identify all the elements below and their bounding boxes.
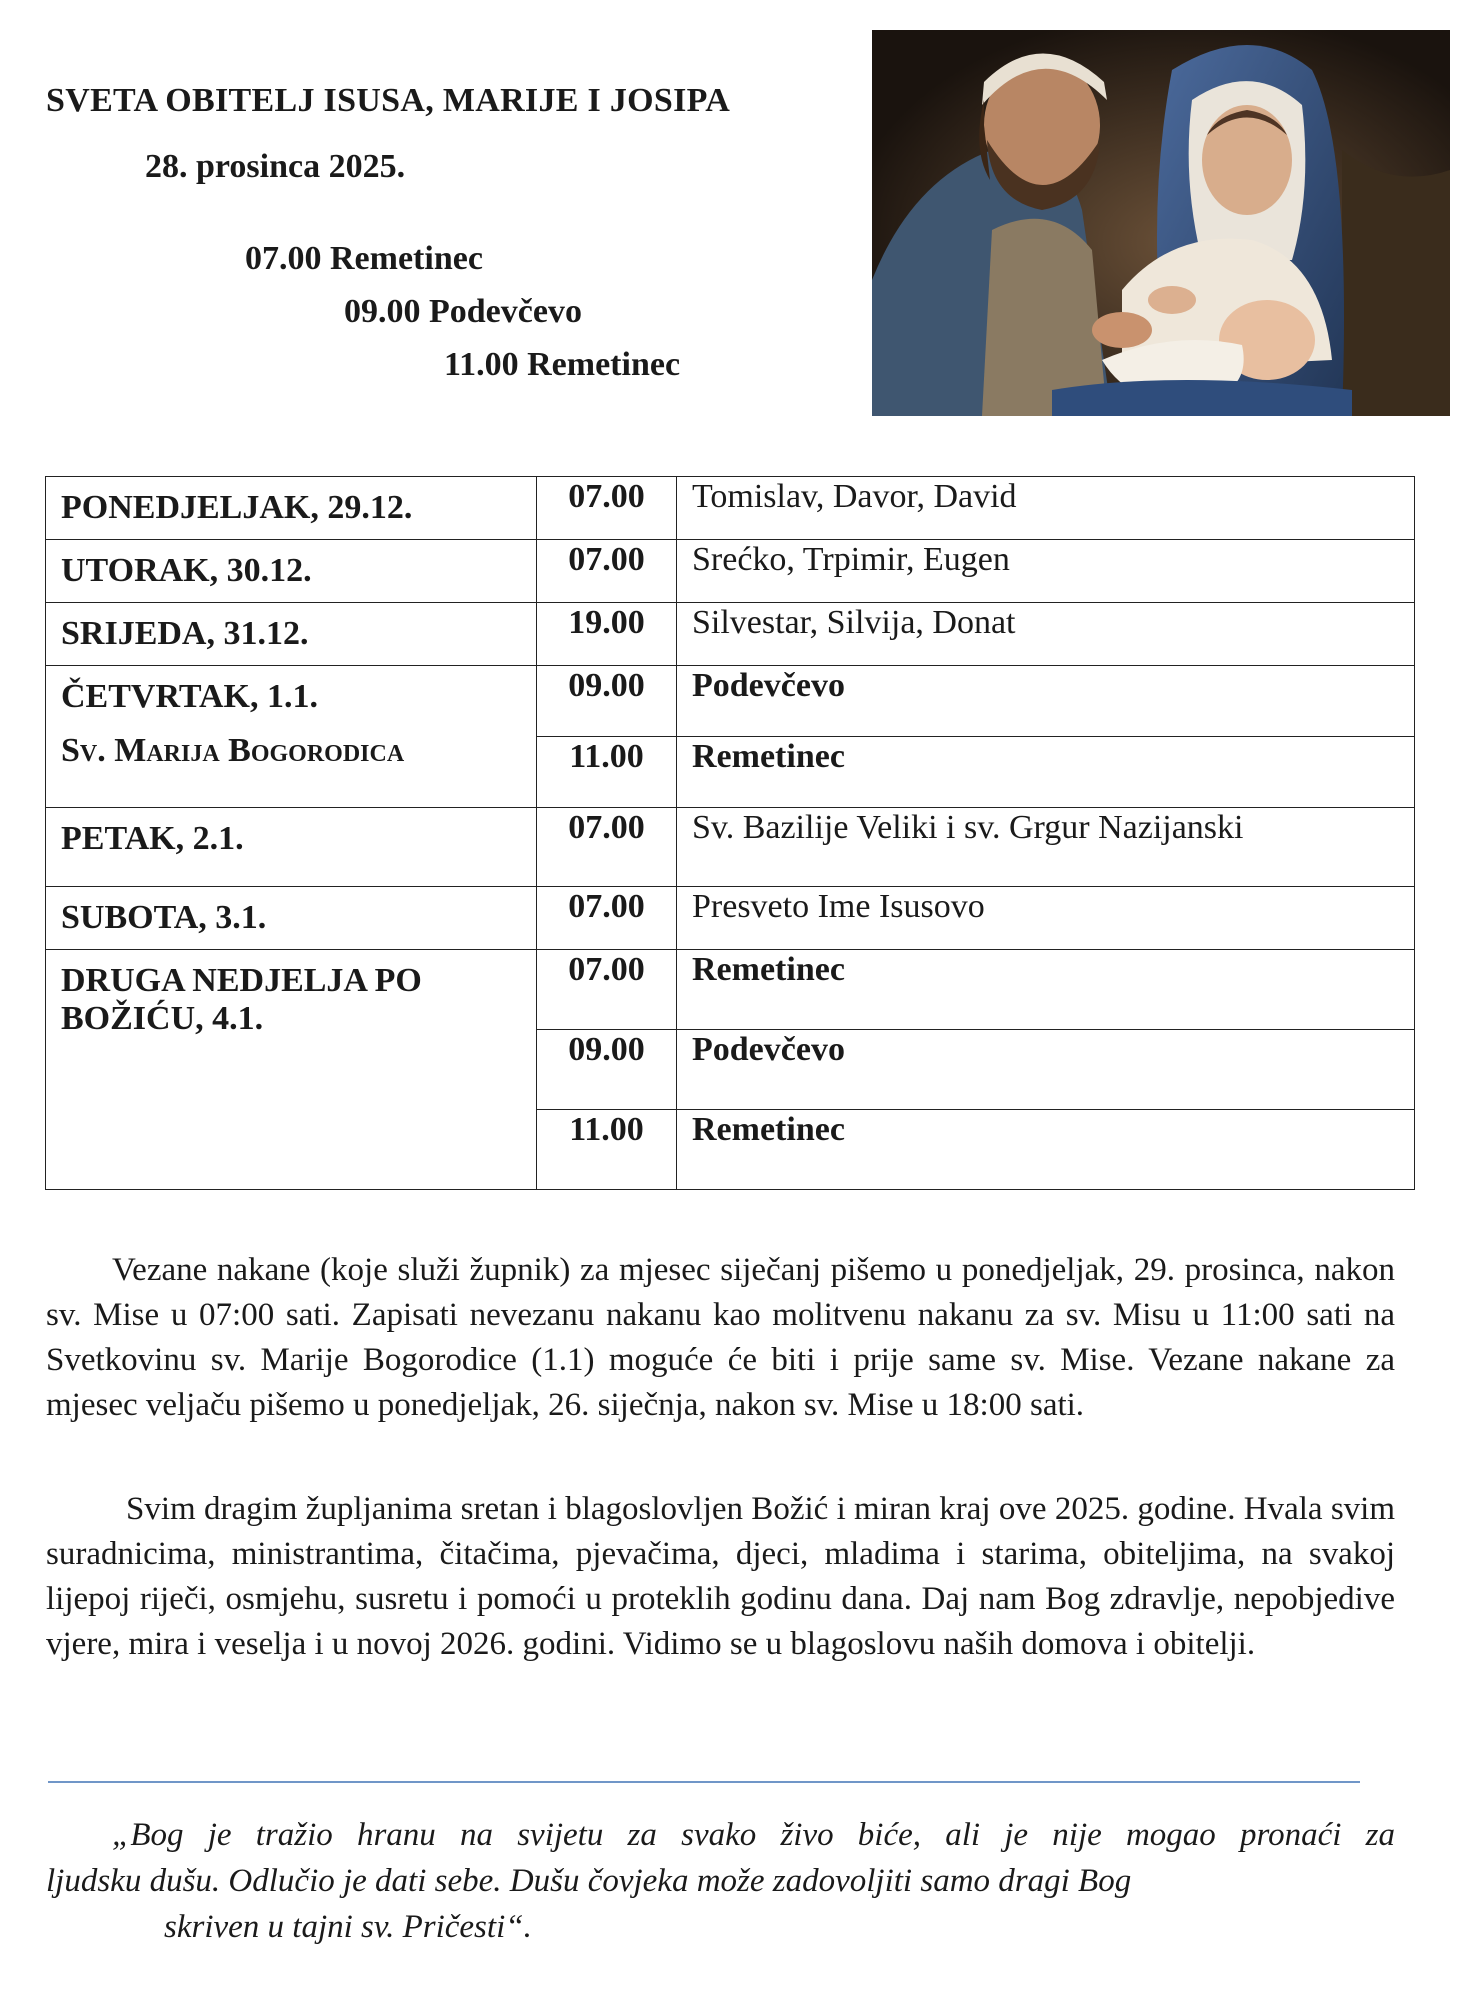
notice-paragraph-intentions (46, 1248, 1395, 1428)
intention-cell: Podevčevo (677, 1030, 1415, 1110)
table-row (46, 950, 1415, 1030)
intention-cell: Remetinec (677, 950, 1415, 1030)
quote-line: skriven u tajni sv. Pričesti“. (164, 1909, 532, 1945)
time-cell: 07.00 (537, 540, 677, 603)
day-cell: SUBOTA, 3.1. (46, 887, 537, 950)
day-cell (46, 950, 537, 1190)
table-row (46, 477, 1415, 540)
table-row (46, 603, 1415, 666)
day-cell: UTORAK, 30.12. (46, 540, 537, 603)
intention-cell: Presveto Ime Isusovo (677, 887, 1415, 950)
day-cell (46, 666, 537, 808)
quote-line: „Bog je tražio hranu na svijetu za svako živo biće, ali je nije mogao pronaći za (112, 1817, 1395, 1853)
sunday-mass-2: 09.00 Podevčevo (344, 293, 582, 330)
time-cell: 11.00 (537, 1110, 677, 1190)
closing-quote (46, 1812, 1395, 1950)
intention-cell: Remetinec (677, 1110, 1415, 1190)
table-row (46, 540, 1415, 603)
quote-line: ljudsku dušu. Odlučio je dati sebe. Dušu čovjeka može zadovoljiti samo dragi Bog (46, 1863, 1132, 1899)
table-row (46, 887, 1415, 950)
day-cell: SRIJEDA, 31.12. (46, 603, 537, 666)
intention-cell: Tomislav, Davor, David (677, 477, 1415, 540)
page-title: SVETA OBITELJ ISUSA, MARIJE I JOSIPA (46, 82, 731, 119)
day-label-line2: BOŽIĆU, 4.1. (61, 1000, 264, 1037)
day-cell: PONEDJELJAK, 29.12. (46, 477, 537, 540)
intention-cell: Srećko, Trpimir, Eugen (677, 540, 1415, 603)
notice-text: Svim dragim župljanima sretan i blagoslovljen Božić i miran kraj ove 2025. godine. Hvala svim suradnicima, ministrantima, čitačima, pjevačima, djeci, mladima i starima, obiteljima, na svakoj lijepoj riječi, osmjehu, susretu i pomoći u proteklih godinu dana. Daj nam Bog zdravlje, nepobjedive vjere, mira i veselja i u novoj 2026. godini. Vidimo se u blagoslovu naših domova i obitelji. (46, 1491, 1395, 1662)
time-cell: 19.00 (537, 603, 677, 666)
notice-paragraph-greetings (46, 1487, 1395, 1667)
holy-family-illustration (872, 30, 1450, 416)
time-cell: 07.00 (537, 950, 677, 1030)
feast-label: Sv. Marija Bogorodica (61, 732, 405, 769)
time-cell: 07.00 (537, 477, 677, 540)
intention-cell: Remetinec (677, 737, 1415, 808)
day-label-line1: DRUGA NEDJELJA PO (61, 962, 422, 999)
day-label: ČETVRTAK, 1.1. (61, 678, 318, 715)
notice-text: Vezane nakane (koje služi župnik) za mjesec siječanj pišemo u ponedjeljak, 29. prosinca, nakon sv. Mise u 07:00 sati. Zapisati nevezanu nakanu kao molitvenu nakanu za sv. Misu u 11:00 sati na Svetkovinu sv. Marije Bogorodice (1.1) moguće će biti i prije same sv. Mise. Vezane nakane za mjesec veljaču pišemo u ponedjeljak, 26. siječnja, nakon sv. Mise u 18:00 sati. (46, 1252, 1395, 1423)
divider-line (48, 1781, 1360, 1783)
time-cell: 09.00 (537, 666, 677, 737)
table-row (46, 666, 1415, 737)
time-cell: 07.00 (537, 808, 677, 887)
sunday-mass-1: 07.00 Remetinec (245, 240, 483, 277)
page-date: 28. prosinca 2025. (145, 148, 406, 185)
sunday-mass-3: 11.00 Remetinec (444, 346, 681, 383)
holy-family-photo (872, 30, 1450, 416)
intention-cell: Silvestar, Silvija, Donat (677, 603, 1415, 666)
mass-schedule-table (45, 476, 1415, 1190)
intention-cell: Podevčevo (677, 666, 1415, 737)
table-row (46, 808, 1415, 887)
time-cell: 09.00 (537, 1030, 677, 1110)
intention-cell: Sv. Bazilije Veliki i sv. Grgur Nazijanski (677, 808, 1415, 887)
time-cell: 11.00 (537, 737, 677, 808)
time-cell: 07.00 (537, 887, 677, 950)
day-cell: PETAK, 2.1. (46, 808, 537, 887)
